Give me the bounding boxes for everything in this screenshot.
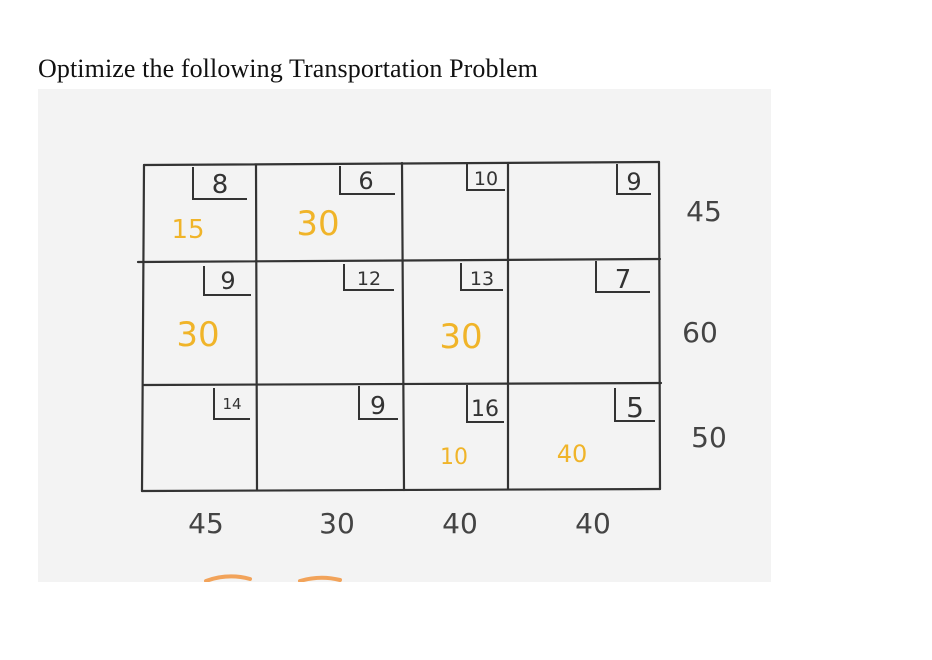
cost-value: 6 [358, 167, 374, 195]
cost-value: 8 [211, 170, 229, 200]
supply-value: 50 [691, 421, 727, 454]
demand-value: 40 [442, 507, 478, 540]
demand-value: 30 [319, 507, 355, 540]
supply-value: 60 [682, 316, 718, 349]
transportation-table-drawing [38, 89, 771, 582]
problem-title: Optimize the following Transportation Problem [38, 54, 538, 83]
cost-value: 13 [469, 268, 495, 290]
supply-value: 45 [686, 195, 722, 228]
demand-value: 40 [575, 507, 611, 540]
cost-value: 14 [222, 395, 242, 413]
allocation-value: 30 [176, 315, 220, 355]
cost-value: 7 [614, 265, 632, 295]
allocation-value: 30 [439, 317, 483, 357]
cost-value: 12 [356, 268, 382, 290]
allocation-value: 30 [296, 204, 340, 244]
cost-value: 9 [626, 168, 642, 196]
demand-value: 45 [188, 507, 224, 540]
cost-value: 10 [473, 168, 499, 190]
cost-value: 9 [220, 267, 236, 295]
allocation-value: 15 [171, 215, 205, 245]
cost-value: 5 [626, 391, 644, 424]
cost-value: 16 [471, 397, 499, 422]
allocation-value: 10 [440, 445, 468, 470]
cost-value: 9 [370, 391, 386, 420]
cropped-stroke [206, 576, 340, 581]
allocation-value: 40 [556, 440, 588, 468]
transportation-table-image [38, 89, 771, 582]
